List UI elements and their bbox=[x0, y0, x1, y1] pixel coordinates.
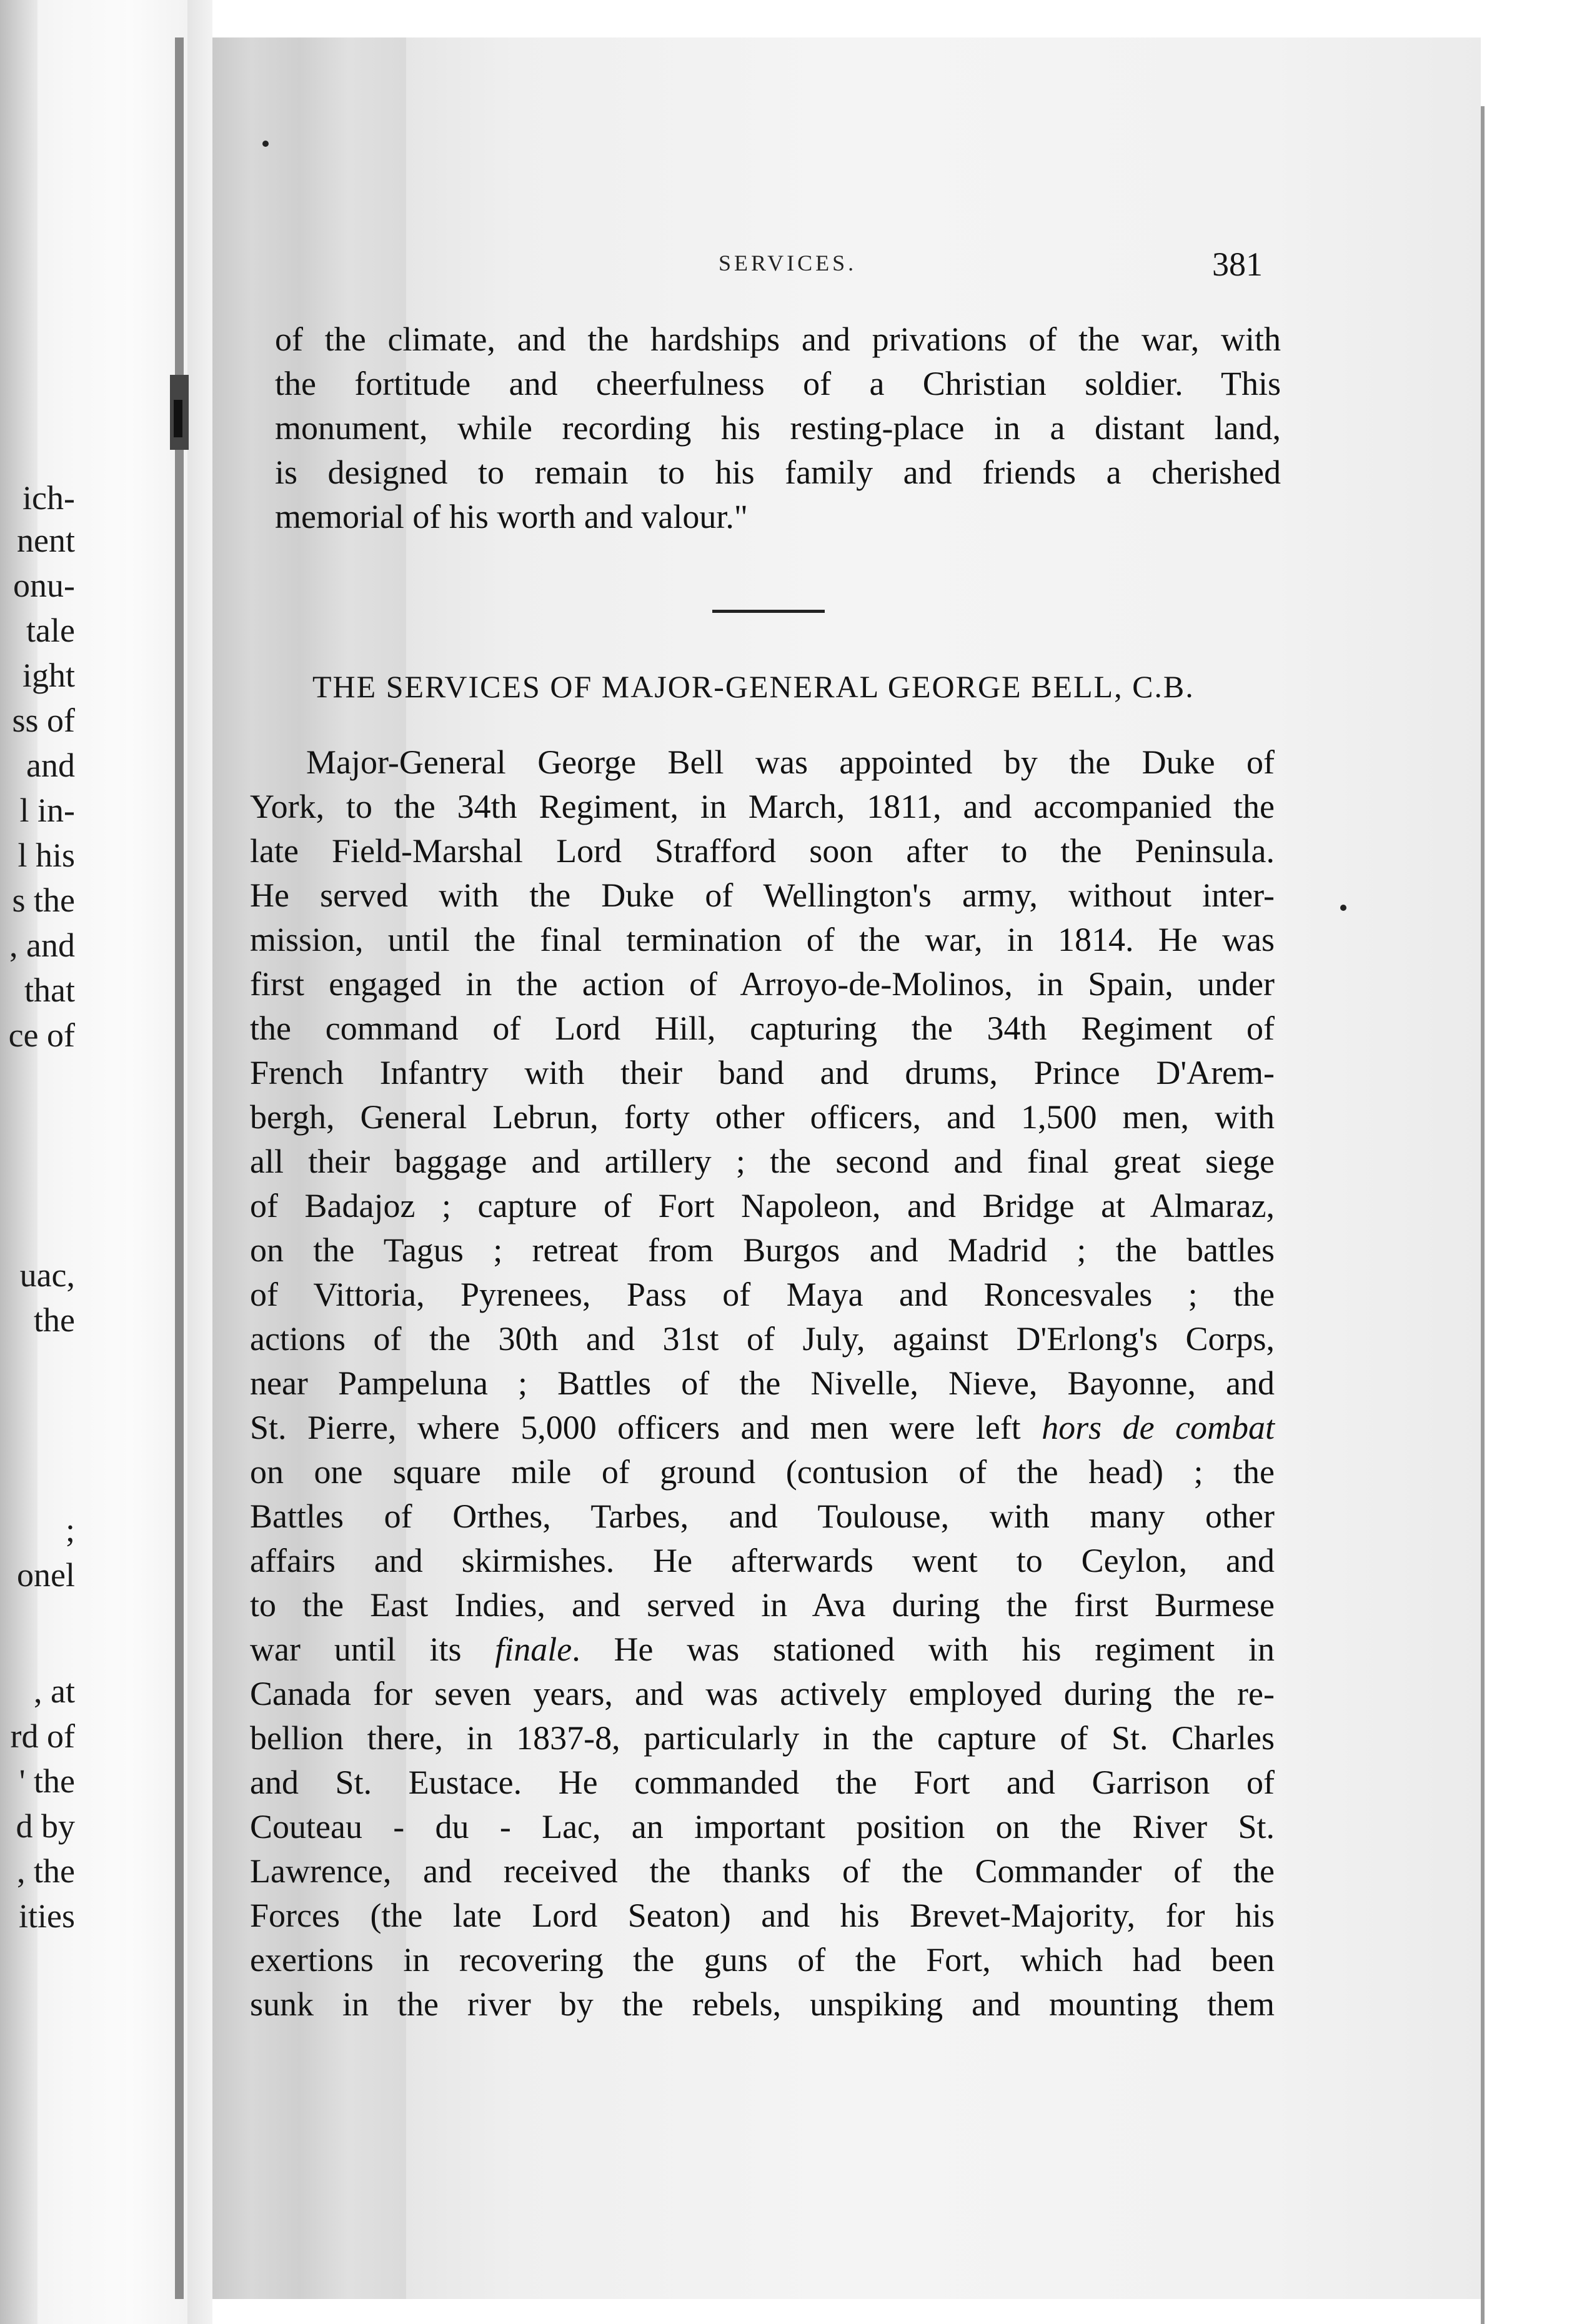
facing-page-fragment: uac, bbox=[19, 1256, 75, 1294]
text-line: on one square mile of ground (contusion of the head) ; the bbox=[250, 1453, 1275, 1491]
facing-page-fragment: , the bbox=[17, 1852, 75, 1890]
text-line: on the Tagus ; retreat from Burgos and Madrid ; the battles bbox=[250, 1231, 1275, 1269]
text-line: of Vittoria, Pyrenees, Pass of Maya and Roncesvales ; the bbox=[250, 1276, 1275, 1313]
text-line: Canada for seven years, and was actively employed during the re- bbox=[250, 1675, 1275, 1712]
binding-mark bbox=[174, 400, 182, 437]
text-line: affairs and skirmishes. He afterwards went to Ceylon, and bbox=[250, 1542, 1275, 1579]
italic-phrase: hors de combat bbox=[1042, 1409, 1275, 1446]
text-line: first engaged in the action of Arroyo-de-Molinos, in Spain, under bbox=[250, 965, 1275, 1003]
text-line: of Badajoz ; capture of Fort Napoleon, and Bridge at Almaraz, bbox=[250, 1187, 1275, 1224]
section-title: THE SERVICES OF MAJOR-GENERAL GEORGE BELL, C.B. bbox=[312, 669, 1195, 704]
text-line: Major-General George Bell was appointed by the Duke of bbox=[306, 743, 1275, 781]
opening-paragraph bbox=[275, 317, 1281, 539]
text-line: mission, until the final termination of the war, in 1814. He was bbox=[250, 921, 1275, 958]
facing-page-fragment: d by bbox=[16, 1807, 75, 1845]
facing-page-fragment: s the bbox=[12, 881, 75, 919]
text-line: to the East Indies, and served in Ava during the first Burmese bbox=[250, 1586, 1275, 1624]
facing-page-fragment: tale bbox=[26, 612, 75, 649]
facing-page-fragment: , at bbox=[34, 1672, 75, 1710]
text-line: monument, while recording his resting-place in a distant land, bbox=[275, 409, 1281, 447]
facing-page-fragment: onu- bbox=[13, 567, 75, 604]
text-line: of the climate, and the hardships and privations of the war, with bbox=[275, 320, 1281, 358]
facing-page-fragment: the bbox=[34, 1301, 75, 1339]
facing-page-fragment: that bbox=[24, 971, 75, 1009]
facing-page-fragment: ich- bbox=[22, 479, 75, 517]
text-fragment: war until its bbox=[250, 1631, 495, 1668]
facing-page-fragment: ; bbox=[65, 1511, 75, 1549]
text-line: is designed to remain to his family and friends a cherished bbox=[275, 454, 1281, 491]
facing-page-text bbox=[0, 0, 187, 2324]
text-line: memorial of his worth and valour." bbox=[275, 498, 748, 535]
text-line-with-italic bbox=[250, 1627, 1275, 1672]
text-fragment: . He was stationed with his regiment in bbox=[572, 1631, 1275, 1668]
italic-phrase: finale bbox=[495, 1631, 572, 1668]
facing-page-fragment: nent bbox=[17, 522, 75, 559]
section-divider bbox=[712, 610, 825, 613]
text-line: French Infantry with their band and drums, Prince D'Arem- bbox=[250, 1054, 1275, 1091]
text-line: the fortitude and cheerfulness of a Christian soldier. This bbox=[275, 365, 1281, 402]
text-line: all their baggage and artillery ; the second and final great siege bbox=[250, 1143, 1275, 1180]
text-line: York, to the 34th Regiment, in March, 1811, and accompanied the bbox=[250, 788, 1275, 825]
speck bbox=[262, 141, 269, 147]
facing-page-fragment: ight bbox=[22, 657, 75, 694]
gutter bbox=[187, 0, 212, 2324]
text-line: near Pampeluna ; Battles of the Nivelle, Nieve, Bayonne, and bbox=[250, 1364, 1275, 1402]
facing-page-fragment: l in- bbox=[19, 792, 75, 829]
running-head: SERVICES. bbox=[719, 251, 857, 276]
text-line: Forces (the late Lord Seaton) and his Brevet-Majority, for his bbox=[250, 1897, 1275, 1934]
text-line: the command of Lord Hill, capturing the 34th Regiment of bbox=[250, 1010, 1275, 1047]
facing-page-fragment: ities bbox=[19, 1897, 75, 1935]
text-line: Couteau - du - Lac, an important position on the River St. bbox=[250, 1808, 1275, 1845]
facing-page-fragment: l his bbox=[17, 837, 75, 874]
facing-page-fragment: ce of bbox=[8, 1016, 75, 1054]
text-line: Lawrence, and received the thanks of the Commander of the bbox=[250, 1852, 1275, 1890]
speck bbox=[1340, 905, 1346, 911]
text-line: Battles of Orthes, Tarbes, and Toulouse, with many other bbox=[250, 1497, 1275, 1535]
page-number: 381 bbox=[1212, 246, 1263, 283]
page-edge bbox=[1481, 106, 1572, 2324]
top-margin bbox=[212, 0, 1481, 37]
facing-page-fragment: , and bbox=[9, 926, 75, 964]
text-line: exertions in recovering the guns of the Fort, which had been bbox=[250, 1941, 1275, 1979]
facing-page-fragment: and bbox=[26, 747, 75, 784]
text-line: bergh, General Lebrun, forty other officers, and 1,500 men, with bbox=[250, 1098, 1275, 1136]
facing-page-fragment: ss of bbox=[12, 702, 75, 739]
facing-page-fragment: rd of bbox=[10, 1717, 75, 1755]
text-line: He served with the Duke of Wellington's army, without inter- bbox=[250, 876, 1275, 914]
facing-page-fragment: ' the bbox=[19, 1762, 75, 1800]
body-paragraph bbox=[250, 740, 1275, 2027]
text-line: sunk in the river by the rebels, unspiking and mounting them bbox=[250, 1985, 1275, 2023]
text-line: bellion there, in 1837-8, particularly in the capture of St. Charles bbox=[250, 1719, 1275, 1757]
text-line: and St. Eustace. He commanded the Fort and Garrison of bbox=[250, 1764, 1275, 1801]
text-fragment: St. Pierre, where 5,000 officers and men were left bbox=[250, 1409, 1042, 1446]
text-line-with-italic bbox=[250, 1406, 1275, 1450]
facing-page-fragment: onel bbox=[17, 1556, 75, 1594]
text-line: actions of the 30th and 31st of July, against D'Erlong's Corps, bbox=[250, 1320, 1275, 1358]
text-line: late Field-Marshal Lord Strafford soon after to the Peninsula. bbox=[250, 832, 1275, 870]
